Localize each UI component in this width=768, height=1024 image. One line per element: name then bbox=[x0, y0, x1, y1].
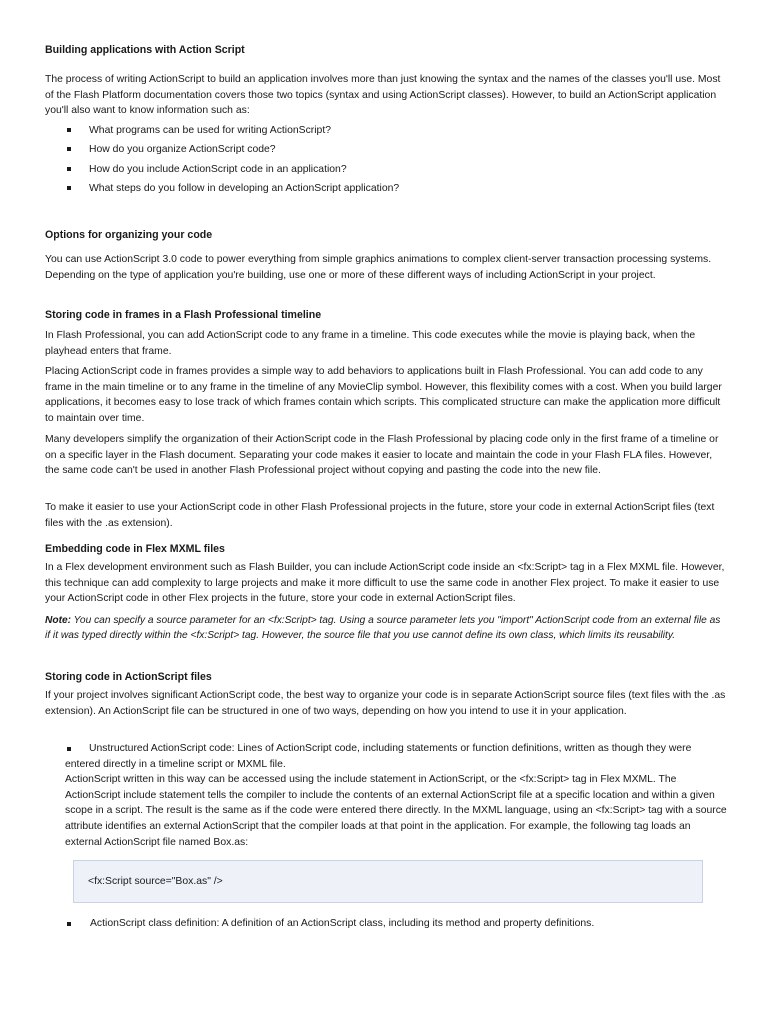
bullet-square-icon bbox=[67, 128, 71, 132]
note-text: You can specify a source parameter for an <fx:Script> tag. Using a source parameter lets you "import" ActionScript code from an external file as if it was typed directly within the <fx:Script> tag. However, the source file that you use cannot define its own class, which limits its reusability. bbox=[45, 615, 721, 641]
list-item: How do you include ActionScript code in an application? bbox=[45, 160, 727, 179]
bullet-square-icon bbox=[67, 147, 71, 151]
question-list bbox=[45, 121, 727, 198]
class-definition-text: ActionScript class definition: A definition of an ActionScript class, including its method and property definitions. bbox=[90, 918, 595, 929]
frames-paragraph-4: To make it easier to use your ActionScript code in other Flash Professional projects in the future, store your code in external ActionScript files (text files with the .as extension). bbox=[45, 502, 715, 529]
unstructured-text: Unstructured ActionScript code: Lines of ActionScript code, including statements or function definitions, written as though they were entered directly in a timeline script or MXML file. bbox=[65, 743, 692, 770]
unstructured-continued-text: ActionScript written in this way can be accessed using the include statement in ActionScript, or the <fx:Script> tag in Flex MXML. The ActionScript include statement tells the compiler to include the contents of an external ActionScript file at a specific location and within a given scope in a script. The result is the same as if the code were entered there directly. In the MXML language, using an <fx:Script> tag with a source attribute identifies an external ActionScript that the compiler loads at that point in the application. For example, the following tag loads an external ActionScript file named Box.as: bbox=[65, 774, 727, 848]
list-item: What programs can be used for writing ActionScript? bbox=[45, 121, 727, 140]
frames-paragraph-3: Many developers simplify the organization of their ActionScript code in the Flash Professional by placing code only in the first frame of a timeline or on a specific layer in the Flash document. Separating your code makes it easier to locate and maintain the code in your Flash FLA files. However, the same code can't be used in another Flash Professional project without copying and pasting the code into the new file. bbox=[45, 434, 719, 477]
note-label: Note: bbox=[45, 615, 72, 626]
heading-actionscript-files: Storing code in ActionScript files bbox=[45, 671, 212, 683]
heading-frames-timeline: Storing code in frames in a Flash Professional timeline bbox=[45, 309, 322, 321]
note-paragraph bbox=[45, 614, 727, 644]
list-item: What steps do you follow in developing an ActionScript application? bbox=[45, 179, 727, 198]
list-item-unstructured bbox=[65, 741, 727, 850]
bullet-square-icon bbox=[67, 167, 71, 171]
heading-building-applications: Building applications with Action Script bbox=[45, 44, 245, 56]
list-item-class-definition bbox=[65, 916, 727, 932]
frames-paragraph-2: Placing ActionScript code in frames provides a simple way to add behaviors to applications built in Flash Professional. You can add code to any frame in the main timeline or to any frame in the timeline of any MovieClip symbol. However, this flexibility comes with a cost. When you build larger applications, it becomes easy to lose track of which frames contain which scripts. This complicated structure can make the application more difficult to maintain over time. bbox=[45, 366, 722, 424]
code-line: <fx:Script source="Box.as" /> bbox=[88, 876, 223, 887]
bullet-square-icon bbox=[67, 186, 71, 190]
code-block bbox=[73, 860, 703, 903]
bullet-square-icon bbox=[67, 922, 71, 926]
heading-options-organizing: Options for organizing your code bbox=[45, 229, 213, 241]
actionscript-files-paragraph: If your project involves significant ActionScript code, the best way to organize your code is in separate ActionScript source files (text files with the .as extension). An ActionScript file can be structured in one of two ways, depending on how you intend to use it in your application. bbox=[45, 690, 726, 717]
frames-paragraph-1: In Flash Professional, you can add ActionScript code to any frame in a timeline. This code executes while the movie is playing back, when the playhead enters that frame. bbox=[45, 330, 696, 357]
bullet-square-icon bbox=[67, 747, 71, 751]
heading-embedding-mxml: Embedding code in Flex MXML files bbox=[45, 543, 225, 555]
options-paragraph: You can use ActionScript 3.0 code to power everything from simple graphics animations to complex client-server transaction processing systems. Depending on the type of application you're building, use one or more of these different ways of including ActionScript in your project. bbox=[45, 254, 712, 281]
mxml-paragraph: In a Flex development environment such as Flash Builder, you can include ActionScript code inside an <fx:Script> tag in a Flex MXML file. However, this technique can add complexity to large projects and make it more difficult to use the same code in another Flex project. To make it easier to use your ActionScript code in other Flex projects in the future, store your code in external ActionScript files. bbox=[45, 562, 725, 605]
intro-paragraph: The process of writing ActionScript to build an application involves more than just knowing the syntax and the names of the classes you'll use. Most of the Flash Platform documentation covers those two topics (syntax and using ActionScript classes). However, to build an ActionScript application you'll also want to know information such as: bbox=[45, 74, 721, 117]
list-item: How do you organize ActionScript code? bbox=[45, 140, 727, 159]
